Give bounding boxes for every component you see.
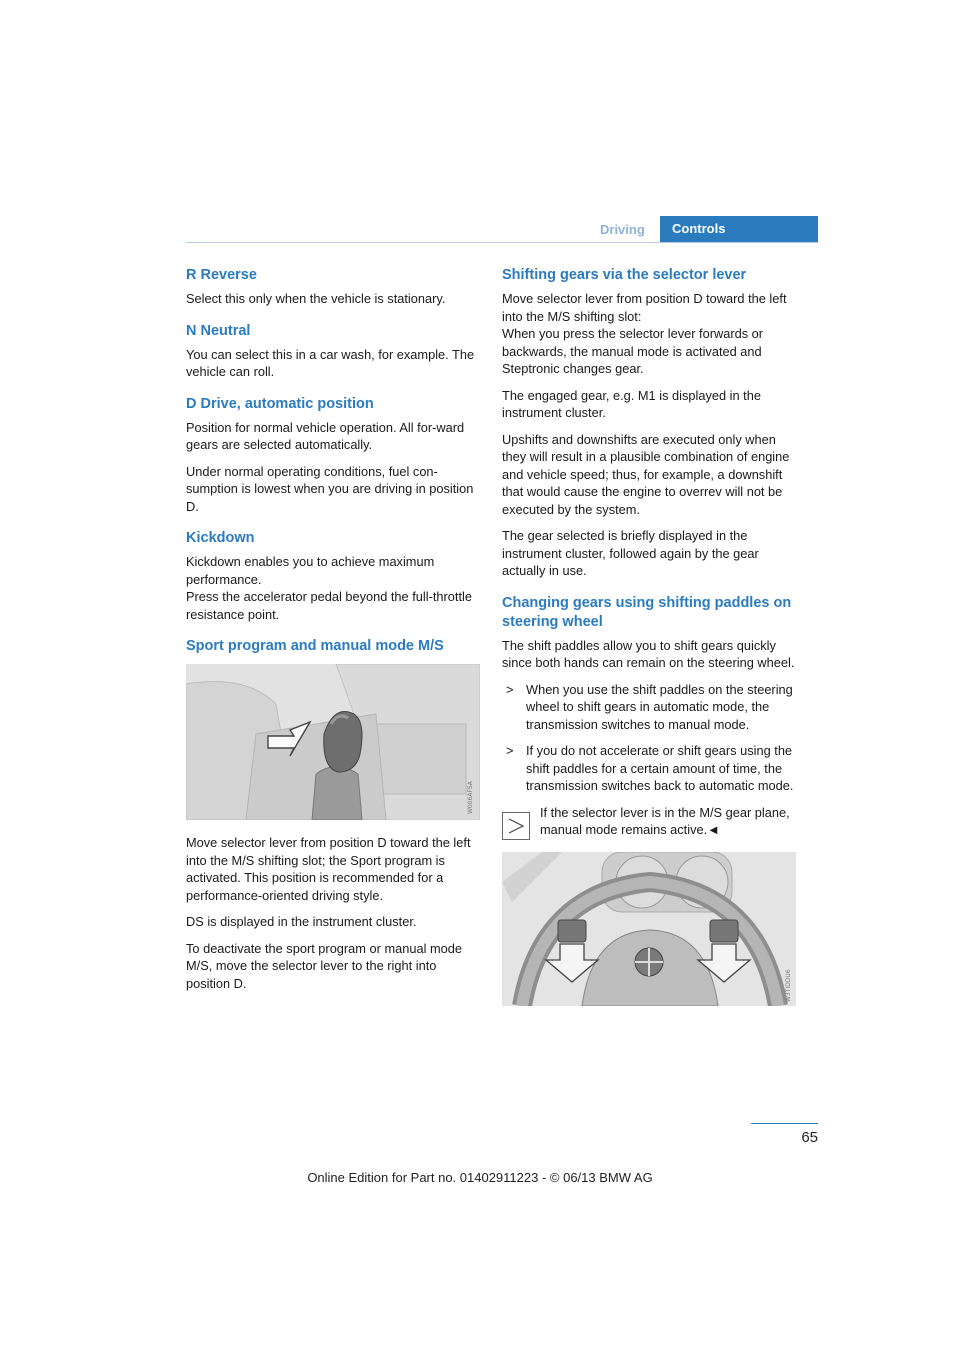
text-sport-2: DS is displayed in the instrument cluster. bbox=[186, 914, 417, 929]
bullet-mark: > bbox=[506, 743, 514, 758]
section-reverse bbox=[186, 266, 480, 308]
header-divider bbox=[186, 242, 818, 243]
right-column bbox=[502, 266, 798, 1020]
text-drive-1: Position for normal vehicle operation. All for-ward gears are selected automatically. bbox=[186, 419, 465, 452]
heading-paddles: Changing gears using shifting paddles on steering wheel bbox=[502, 594, 792, 630]
text-reverse: Select this only when the vehicle is stationary. bbox=[186, 291, 446, 306]
section-sport bbox=[186, 637, 480, 992]
text-shifting-2: The engaged gear, e.g. M1 is displayed in the instrument cluster. bbox=[502, 387, 761, 420]
gear-selector-illustration bbox=[186, 664, 480, 820]
text-neutral: You can select this in a car wash, for example. The vehicle can roll. bbox=[186, 346, 475, 379]
text-kickdown-2: Press the accelerator pedal beyond the full-throttle resistance point. bbox=[186, 589, 472, 622]
header-section: Driving bbox=[600, 222, 645, 237]
note-text: If the selector lever is in the M/S gear plane, manual mode remains active. bbox=[540, 804, 790, 837]
note-block bbox=[502, 804, 798, 840]
text-paddles-1: The shift paddles allow you to shift gears quickly since both hands can remain on the steering wheel. bbox=[502, 637, 795, 670]
list-item bbox=[502, 742, 798, 795]
section-kickdown bbox=[186, 529, 480, 623]
footer-divider bbox=[751, 1123, 818, 1124]
footer-edition: Online Edition for Part no. 01402911223 - © 06/13 BMW AG bbox=[307, 1170, 653, 1185]
text-shifting-1b: When you press the selector lever forwards or backwards, the manual mode is activated and Steptronic changes gear. bbox=[502, 326, 764, 376]
text-shifting-3: Upshifts and downshifts are executed only when they will result in a plausible combination of engine and vehicle speed; thus, for example, a downshift that would cause the engine to overrev will not be executed by the system. bbox=[502, 431, 790, 517]
illustration-code-2: W3TIDDU6 bbox=[785, 968, 792, 1002]
text-sport-3: To deactivate the sport program or manual mode M/S, move the selector lever to the right into position D. bbox=[186, 940, 462, 991]
text-shifting-4: The gear selected is briefly displayed in the instrument cluster, followed again by the gear actually in use. bbox=[502, 528, 759, 578]
text-shifting-1a: Move selector lever from position D toward the left into the M/S shifting slot: bbox=[502, 291, 787, 324]
page-number: 65 bbox=[801, 1129, 818, 1146]
heading-reverse: R Reverse bbox=[186, 267, 257, 283]
bullet-mark: > bbox=[506, 681, 514, 697]
text-shifting-1 bbox=[502, 290, 798, 378]
left-column bbox=[186, 266, 480, 1001]
text-kickdown-1: Kickdown enables you to achieve maximum performance. bbox=[186, 554, 435, 587]
text-drive-2: Under normal operating conditions, fuel con-sumption is lowest when you are driving in position D. bbox=[186, 463, 474, 514]
note-triangle-icon bbox=[502, 812, 530, 840]
heading-neutral: N Neutral bbox=[186, 322, 251, 339]
heading-kickdown: Kickdown bbox=[186, 530, 255, 546]
illustration-code-1: W006AFSA bbox=[467, 781, 474, 814]
header-chapter-tab: Controls bbox=[660, 216, 818, 242]
paddle-bullet-list bbox=[502, 681, 798, 795]
note-end-mark: ◄ bbox=[707, 822, 720, 837]
text-kickdown bbox=[186, 553, 480, 623]
section-drive bbox=[186, 395, 480, 516]
bullet-text: If you do not accelerate or shift gears using the shift paddles for a certain amount of time, the transmission switches back to automatic mode. bbox=[526, 743, 794, 793]
bullet-text: When you use the shift paddles on the steering wheel to shift gears in automatic mode, the transmission switches to manual mode. bbox=[526, 681, 793, 732]
heading-shifting: Shifting gears via the selector lever bbox=[502, 267, 747, 283]
heading-sport: Sport program and manual mode M/S bbox=[186, 638, 444, 654]
steering-wheel-illustration bbox=[502, 852, 796, 1006]
section-paddles bbox=[502, 594, 798, 1006]
section-neutral bbox=[186, 322, 480, 381]
section-shifting bbox=[502, 266, 798, 580]
list-item bbox=[502, 681, 798, 734]
heading-drive: D Drive, automatic position bbox=[186, 395, 374, 412]
text-sport-1: Move selector lever from position D toward the left into the M/S shifting slot; the Sport program is activated. This position is recommended for a performance-oriented driving style. bbox=[186, 835, 471, 903]
